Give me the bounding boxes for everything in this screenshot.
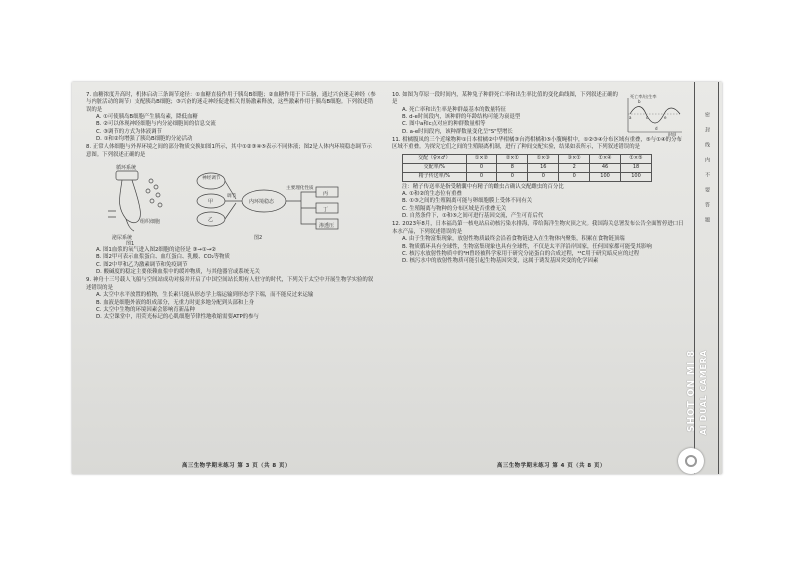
q10-point-e: e (664, 115, 667, 120)
table-header: ①×② (466, 154, 497, 163)
table-cell: 0 (559, 172, 590, 181)
table-cell: 0 (528, 172, 559, 181)
table-header: ②×① (497, 154, 528, 163)
option-b: B. d-e时间段内，该种群的年龄结构可能为衰退型 (402, 114, 521, 121)
option-c: C. 图2中甲和乙为激素调节和免疫调节 (96, 261, 188, 268)
option-c: C. 图中a和c点对应的种群数量相等 (402, 121, 486, 128)
table-header-row (403, 154, 652, 163)
table-header: 交配（♀×♂） (403, 154, 467, 163)
option-d: D. a-e时间段内，该种群数量变化呈"S"型增长 (402, 128, 513, 135)
option-d: D. 核污水中的放射性物质可能引起生物基因突变，这属于诱发基因突变的化学因素 (402, 258, 599, 265)
page-footer-right: 高三生物学期末练习 第 4 页（共 8 页） (497, 463, 606, 469)
q8-figures (86, 161, 376, 245)
table-header: ③×① (559, 154, 590, 163)
option-a: A. 图1血浆的氧气进入图2细胞的途径是 ③→①→② (96, 247, 216, 254)
option-a: A. ①可使胰岛B细胞产生胰岛素，降低血糖 (96, 114, 198, 121)
option-a: A. 由于生物富集现象，放射性物质最终会沿着食物链进入在生物体内聚集，积累在食物链顶端 (402, 236, 625, 243)
question-10 (392, 92, 684, 136)
q10-graph (624, 92, 684, 136)
option-a: A. 太空中水平放置的植物，生长素只能从形态学上端运输到形态学下端，而不能反过来运输 (96, 292, 314, 299)
option-c: C. ③调节的方式为体液调节 (96, 128, 162, 135)
question-stem: 8. 正常人体细胞与外界环境之间的部分物质交换如图1所示，其中①②③④⑤表示不同体液；图2是人体内环境稳态调节示意图。下列叙述正确的是 (86, 144, 372, 158)
camera-logo-icon (678, 448, 704, 474)
table-cell: 2 (559, 163, 590, 172)
question-stem: 9. 神舟十三号载人飞船与空间站成功对接并开启了中国空间站长期有人驻守的时代，下列关于太空中开展生物学实验的叙述错误的是 (86, 277, 374, 291)
option-b: B. 物质循环具有全球性，生物富集现象也具有全球性，不仅是太平洋沿岸国家，任何国家都可能受其影响 (402, 243, 652, 250)
option-b: B. 血液是细胞外液的组成部分，无重力时更多地分配到头部和上身 (96, 299, 255, 306)
table-row (403, 172, 652, 181)
q10-point-a: a (629, 115, 632, 120)
q10-point-b: b (638, 99, 641, 104)
table-cell: 100 (621, 172, 652, 181)
table-cell: 0 (466, 163, 497, 172)
fig2-node-d: 丁 (323, 207, 329, 214)
fig2-node-a: 甲 (208, 199, 214, 206)
table-cell: 交配率/% (403, 163, 467, 172)
table-note: 注：精子传送率是指受精囊中有精子的雌虫占确认交配雌虫的百分比 (402, 183, 564, 190)
question-stem: 11. 柑橘腹凤的三个近缘物种①日本柑橘②中华柑橘③台湾柑橘和⑤小腹蝇柑中，①②③④分布区域有重叠，⑤与①④的分布区域不重叠。为探究它们之间的生殖隔离机制，进行了种间交配实验，结果如表所示，下列叙述错误的是 (392, 137, 682, 151)
option-c: C. 太空中生物的环境因素会影响育新品种 (96, 306, 195, 313)
fig2-node-b: 乙 (208, 217, 214, 224)
watermark-line1: SHOT ON MI 8 (686, 350, 697, 433)
table-cell: 0 (497, 172, 528, 181)
table-cell: 16 (528, 163, 559, 172)
q10-point-c: c (646, 115, 649, 120)
fig2-caption: 图2 (254, 235, 263, 242)
table-cell: 8 (497, 163, 528, 172)
table-header: ①×⑤ (621, 154, 652, 163)
fig1-label-urinary: 泌尿系统 (112, 235, 133, 242)
option-d: D. 酸碱度的稳定主要依赖血浆中的缓冲物质，与其他器官或系统无关 (96, 269, 260, 276)
fig1-caption: 图1 (126, 241, 135, 246)
table-cell: 精子传送率/% (403, 172, 467, 181)
q10-point-d: d (655, 126, 658, 131)
question-9 (86, 277, 376, 321)
option-c: C. 生殖隔离与物种的分布区域是否重叠无关 (402, 205, 507, 212)
question-8 (86, 144, 376, 276)
question-stem: 10. 如图为草原一段时间内，某种兔子种群死亡率和出生率比值的变化曲线图，下列叙述正确的是 (392, 92, 618, 106)
mating-table (402, 154, 652, 182)
fig2-arrow-label: 调节 (227, 194, 237, 200)
table-cell: 46 (590, 163, 621, 172)
q10-graph-title: 死亡率/出生率 (630, 94, 657, 99)
question-stem: 7. 血糖浓度升高时，机体启动三条调节途径：①血糖直接作用于胰岛B细胞；②血糖作用于下丘脑，通过兴奋迷走神经（参与内脏活动的调节）支配胰岛B细胞；③兴奋的迷走神经促进相关胃肠激素释放，这些激素作用于胰岛B细胞。下列叙述错误的是 (86, 92, 376, 113)
fig1-label-circulation: 循环系统 (116, 165, 137, 172)
fig2-node-osmotic: 渗透压 (319, 223, 335, 230)
page-footer-left: 高三生物学期末练习 第 3 页（共 8 页） (182, 463, 291, 469)
question-stem: 12. 2023年8月，日本福岛第一核电站启动核污染水排海，带给海洋生物灾顶之灾。我国海关总署发布公告全面暂停进口日本水产品，下列叙述错误的是 (392, 221, 684, 235)
option-a: A. 死亡率和出生率是种群最基本的数量特征 (402, 106, 507, 113)
option-b: B. 图2甲可表示血浆蛋白、血红蛋白、乳酸、CO₂等物质 (96, 254, 230, 261)
fig2-node-nerve: 神经调节 (202, 176, 221, 182)
watermark-line2: AI DUAL CAMERA (699, 350, 708, 436)
question-11 (392, 137, 684, 220)
question-7 (86, 92, 376, 143)
right-column (392, 92, 684, 267)
table-header: ①×④ (590, 154, 621, 163)
fig2-center: 内环境稳态 (249, 199, 275, 206)
exam-photo (72, 82, 722, 474)
question-12 (392, 221, 684, 265)
option-d: D. 太空课堂中，用荧光标记的心肌细胞节律性地收缩需要ATP的参与 (96, 314, 259, 321)
option-a: A. ①和②的生态位有重叠 (402, 191, 462, 198)
option-d: D. ①和②均增强了胰岛B细胞的分泌活动 (96, 136, 193, 143)
left-column (86, 92, 376, 323)
option-b: B. ②可以体现神经细胞与内分泌细胞间的信息交流 (96, 121, 216, 128)
table-cell: 100 (590, 172, 621, 181)
fig2-node-c: 丙 (323, 191, 329, 198)
table-cell: 0 (466, 172, 497, 181)
binding-text: 密封线内不要答题 (704, 112, 710, 232)
option-b: B. ①③之间的生殖隔离可能与卵细胞膜上受体不同有关 (402, 198, 532, 205)
fig2-arrow2-label: 主要理化性质 (286, 186, 314, 192)
q8-diagram (86, 161, 376, 245)
option-d: D. 自然条件下，①和⑤之间可进行基因交流，产生可育后代 (402, 213, 544, 220)
table-header: ①×③ (528, 154, 559, 163)
option-c: C. 核污水放射性物质中的³H曾经被科学家用于研究分泌蛋白的合成过程，¹⁴C用于研究暗反应的过程 (402, 250, 640, 257)
fig1-label-cells: 组织细胞 (140, 219, 161, 226)
q10-graph-xlabel: 时间 (668, 132, 677, 136)
table-row (403, 163, 652, 172)
table-cell: 18 (621, 163, 652, 172)
